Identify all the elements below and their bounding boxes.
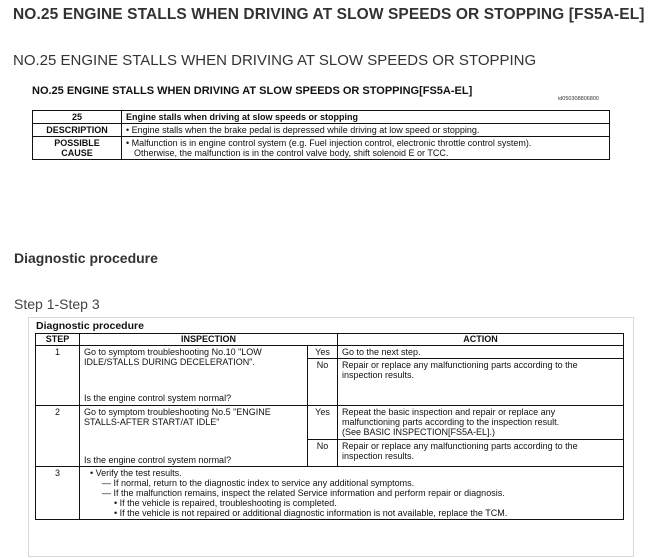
possible-cause-line2: Otherwise, the malfunction is in the control valve body, shift solenoid E or TCC. xyxy=(134,148,449,158)
yes-action xyxy=(338,406,624,440)
table-row xyxy=(36,406,624,440)
procedure-table xyxy=(35,333,624,520)
description-label: DESCRIPTION xyxy=(33,124,122,137)
scan-title: NO.25 ENGINE STALLS WHEN DRIVING AT SLOW SPEEDS OR STOPPING[FS5A-EL] xyxy=(32,85,473,97)
yes-action: Go to the next step. xyxy=(338,346,624,359)
step-number: 2 xyxy=(36,406,80,467)
table-row xyxy=(33,124,610,137)
possible-cause-label xyxy=(33,137,122,160)
yes-label: Yes xyxy=(308,406,338,440)
no-action xyxy=(338,359,624,406)
possible-cause-label-line1: POSSIBLE xyxy=(54,138,100,148)
action-header: ACTION xyxy=(338,334,624,346)
instruction-line: • Verify the test results. xyxy=(90,468,182,478)
instruction-line: • If the vehicle is not repaired or additional diagnostic information is not available, replace the TCM. xyxy=(114,508,508,518)
step-header: STEP xyxy=(36,334,80,346)
no-label: No xyxy=(308,439,338,466)
symptom-table xyxy=(32,110,610,160)
inspection-header: INSPECTION xyxy=(80,334,338,346)
instruction-line: • If the vehicle is repaired, troubleshooting is completed. xyxy=(114,498,337,508)
step-instructions xyxy=(80,467,624,520)
table-row xyxy=(36,467,624,520)
table-row xyxy=(33,137,610,160)
inspection-question: Is the engine control system normal? xyxy=(84,455,232,465)
action-line: Repair or replace any malfunctioning parts according to the xyxy=(342,360,578,370)
no-label: No xyxy=(308,359,338,406)
page-title: NO.25 ENGINE STALLS WHEN DRIVING AT SLOW SPEEDS OR STOPPING [FS5A-EL] xyxy=(13,6,645,23)
no-action xyxy=(338,439,624,466)
inspection-line: Go to symptom troubleshooting No.10 "LOW xyxy=(84,347,262,357)
inspection-line: STALLS-AFTER START/AT IDLE" xyxy=(84,417,220,427)
description-value: • Engine stalls when the brake pedal is depressed while driving at low speed or stopping. xyxy=(122,124,610,137)
action-line: Repair or replace any malfunctioning parts according to the xyxy=(342,440,578,451)
table-row xyxy=(33,111,610,124)
inspection-line: IDLE/STALLS DURING DECELERATION". xyxy=(84,357,255,367)
table-header-row xyxy=(36,334,624,346)
doc-id: id050308806800 xyxy=(558,96,599,102)
action-line: Repeat the basic inspection and repair or replace any xyxy=(342,407,556,417)
action-line: inspection results. xyxy=(342,450,415,461)
yes-label: Yes xyxy=(308,346,338,359)
action-line: (See BASIC INSPECTION[FS5A-EL].) xyxy=(342,427,496,437)
symptom-number: 25 xyxy=(33,111,122,124)
section-heading: Diagnostic procedure xyxy=(14,250,158,266)
possible-cause-line1: • Malfunction is in engine control system (e.g. Fuel injection control, electronic throttle control system). xyxy=(126,138,532,148)
inspection-line: Go to symptom troubleshooting No.5 "ENGINE xyxy=(84,407,271,417)
step-inspection xyxy=(80,346,308,406)
page-subtitle: NO.25 ENGINE STALLS WHEN DRIVING AT SLOW SPEEDS OR STOPPING xyxy=(13,52,537,69)
inspection-question: Is the engine control system normal? xyxy=(84,393,232,403)
step-heading: Step 1-Step 3 xyxy=(14,296,100,312)
possible-cause-value xyxy=(122,137,610,160)
action-line: inspection results. xyxy=(342,370,415,380)
symptom-name: Engine stalls when driving at slow speeds or stopping xyxy=(122,111,610,124)
step-number: 1 xyxy=(36,346,80,406)
step-inspection xyxy=(80,406,308,467)
action-line: malfunctioning parts according to the inspection result. xyxy=(342,417,560,427)
step-number: 3 xyxy=(36,467,80,520)
instruction-line: — If normal, return to the diagnostic index to service any additional symptoms. xyxy=(102,478,415,488)
table-row xyxy=(36,346,624,359)
possible-cause-label-line2: CAUSE xyxy=(61,148,93,158)
instruction-line: — If the malfunction remains, inspect the related Service information and perform repair or diagnosis. xyxy=(102,488,505,498)
procedure-title: Diagnostic procedure xyxy=(36,320,144,332)
